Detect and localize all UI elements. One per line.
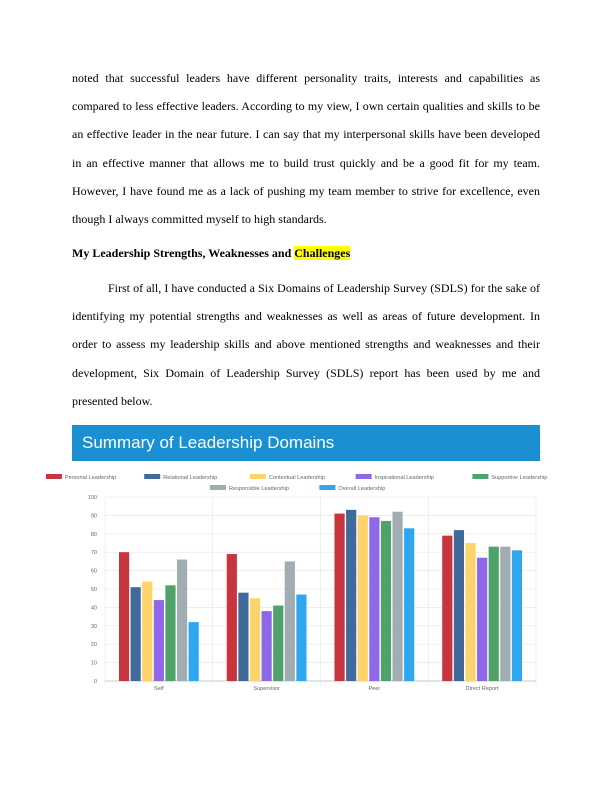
- legend-swatch: [319, 485, 335, 490]
- bar: [273, 606, 283, 681]
- bar: [334, 514, 344, 681]
- bar: [165, 585, 175, 681]
- bar: [142, 582, 152, 681]
- bar: [500, 547, 510, 681]
- bar: [131, 587, 141, 681]
- bar: [119, 552, 129, 681]
- legend-swatch: [356, 474, 372, 479]
- bar: [285, 561, 295, 681]
- y-tick-label: 90: [90, 513, 97, 520]
- section-heading: [72, 244, 350, 262]
- legend-swatch: [250, 474, 266, 479]
- legend-swatch: [144, 474, 160, 479]
- legend-label: Personal Leadership: [64, 475, 117, 481]
- x-tick-label: Direct Report: [465, 686, 499, 692]
- legend-swatch: [472, 474, 488, 479]
- bar: [477, 558, 487, 681]
- y-tick-label: 10: [90, 660, 97, 667]
- legend-swatch: [210, 485, 226, 490]
- y-tick-label: 0: [93, 679, 97, 685]
- heading-text: My Leadership Strengths, Weaknesses and: [72, 246, 295, 260]
- bar: [262, 611, 272, 681]
- y-tick-label: 100: [87, 495, 97, 501]
- bar: [227, 554, 237, 681]
- bar: [512, 550, 522, 681]
- bar: [189, 622, 199, 681]
- bar: [442, 536, 452, 681]
- legend-swatch: [46, 474, 62, 479]
- bar: [381, 521, 391, 681]
- bar: [346, 510, 356, 681]
- bar: [154, 600, 164, 681]
- y-tick-label: 80: [90, 531, 97, 538]
- y-tick-label: 30: [90, 623, 97, 630]
- bar: [489, 547, 499, 681]
- legend-label: Supportive Leadership: [491, 475, 548, 481]
- y-tick-label: 20: [90, 642, 97, 649]
- chart-plot: [64, 425, 548, 697]
- bar: [358, 515, 368, 681]
- legend-label: Responsible Leadership: [229, 486, 290, 492]
- legend-label: Overall Leadership: [338, 486, 386, 492]
- bar: [296, 595, 306, 681]
- legend-label: Inspirational Leadership: [374, 475, 435, 481]
- bar: [465, 543, 475, 681]
- y-tick-label: 60: [90, 568, 97, 575]
- leadership-chart: [64, 425, 548, 697]
- y-tick-label: 50: [90, 587, 97, 593]
- paragraph-intro: noted that successful leaders have different personality traits, interests and capabilities as compared to less effective leaders. According to my view, I own certain qualities and skills to be an effective leader in the near future. I can say that my interpersonal skills have been developed in an effective manner that allows me to build trust quickly and be a good fit for my team. However, I have found me as a lack of pushing my team member to strive for excellence, even though I always committed myself to high standards.: [72, 71, 540, 227]
- bar: [177, 560, 187, 681]
- bar: [238, 593, 248, 681]
- legend-label: Relational Leadership: [163, 475, 218, 481]
- paragraph-sdls: First of all, I have conducted a Six Domains of Leadership Survey (SDLS) for the sake of identifying my potential strengths and weaknesses as well as areas of future development. In order to assess my leadership skills and above mentioned strengths and weaknesses and their development, Six Domain of Leadership Survey (SDLS) report has been used by me and presented below.: [72, 281, 540, 408]
- bar: [392, 512, 402, 681]
- legend-label: Contextual Leadership: [268, 475, 325, 481]
- bar: [404, 528, 414, 681]
- y-tick-label: 40: [90, 605, 97, 612]
- x-tick-label: Self: [154, 686, 164, 692]
- x-tick-label: Peer: [368, 686, 381, 692]
- heading-highlight: Challenges: [294, 246, 351, 260]
- bar: [369, 517, 379, 681]
- y-tick-label: 70: [90, 550, 97, 557]
- bar: [250, 598, 260, 681]
- x-tick-label: Supervisor: [253, 686, 280, 692]
- chart-title: Summary of Leadership Domains: [82, 433, 335, 452]
- bar: [454, 530, 464, 681]
